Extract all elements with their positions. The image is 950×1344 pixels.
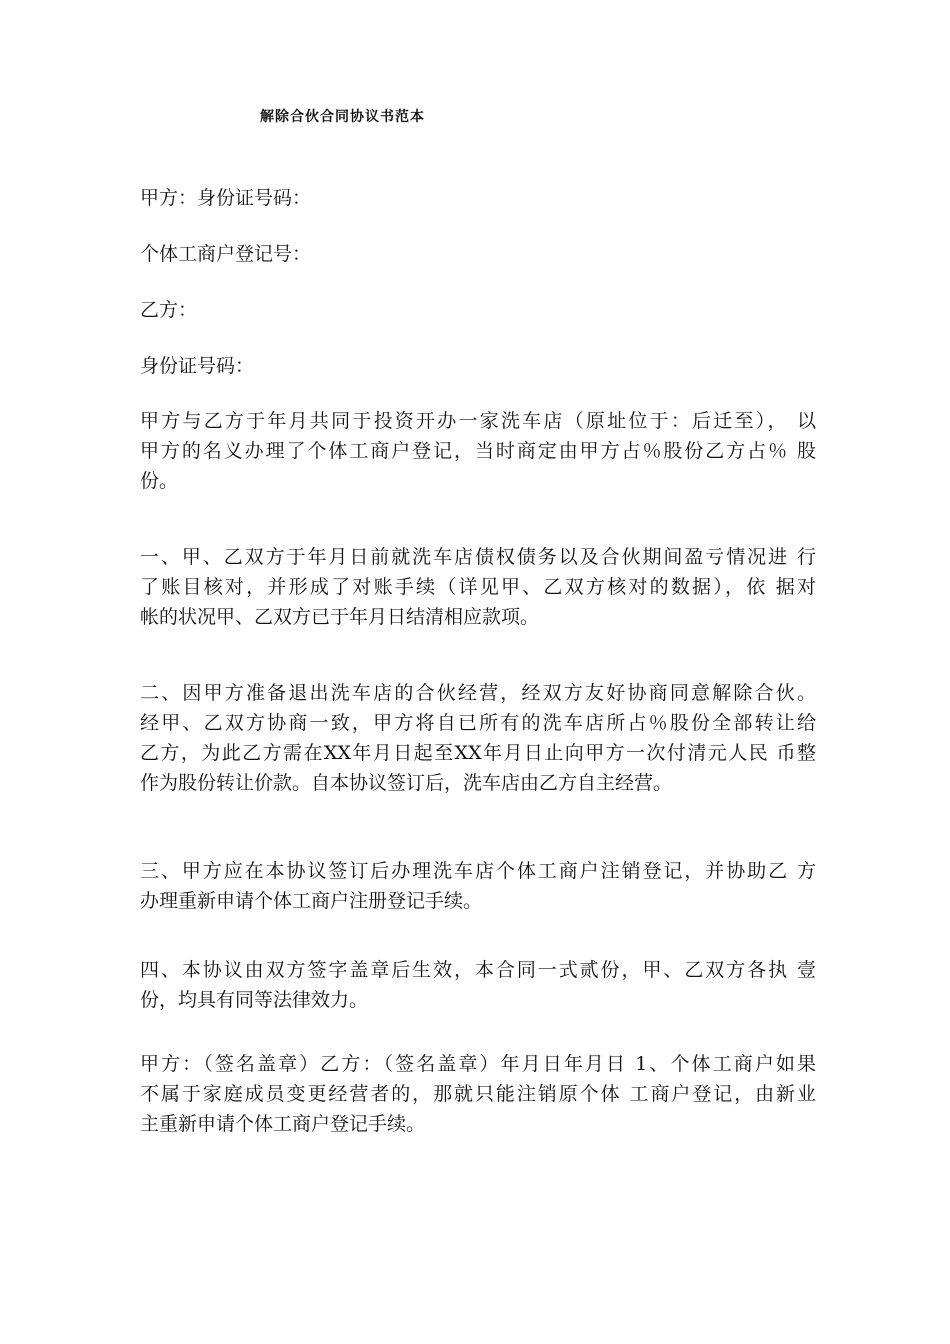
paragraph-line: 份，均具有同等法律效力。 [140,989,369,1011]
paragraph-line: 作为股份转让价款。自本协议签订后，洗车店由乙方自主经营。 [140,772,673,794]
paragraph-line: 份。 [140,470,179,492]
party-a-id-line: 甲方：身份证号码： [140,187,312,209]
paragraph-line: 乙方，为此乙方需在XX年月日起至XX年月日止向甲方一次付清元人民 币整 [140,742,816,764]
document-title: 解除合伙合同协议书范本 [260,109,425,125]
party-b-line: 乙方： [140,299,198,321]
paragraph-line: 三、甲方应在本协议签订后办理洗车店个体工商户注销登记，并协助乙 方 [140,860,816,882]
paragraph-line: 甲方：（签名盖章）乙方：（签名盖章）年月日年月日 1、个体工商户如果 [140,1053,816,1075]
paragraph-line: 主重新申请个体工商户登记手续。 [140,1113,426,1135]
paragraph-line: 一、甲、乙双方于年月日前就洗车店债权债务以及合伙期间盈亏情况进 行 [140,546,816,568]
paragraph-line: 了账目核对，并形成了对账手续（详见甲、乙双方核对的数据），依 据对 [140,576,816,598]
paragraph-clause-4 [140,957,816,1017]
paragraph-signature [140,1051,816,1141]
paragraph-line: 甲方的名义办理了个体工商户登记，当时商定由甲方占％股份乙方占％ 股 [140,440,816,462]
business-registration-line: 个体工商户登记号： [140,243,312,265]
paragraph-intro [140,408,816,498]
paragraph-line: 不属于家庭成员变更经营者的，那就只能注销原个体 工商户登记，由新业 [140,1083,816,1105]
paragraph-line: 四、本协议由双方签字盖章后生效，本合同一式贰份，甲、乙双方各执 壹 [140,959,816,981]
paragraph-line: 经甲、乙双方协商一致，甲方将自已所有的洗车店所占％股份全部转让给 [140,712,816,734]
paragraph-clause-2 [140,680,816,800]
paragraph-line: 二、因甲方准备退出洗车店的合伙经营，经双方友好协商同意解除合伙。 [140,682,816,704]
paragraph-clause-3 [140,858,816,918]
paragraph-line: 甲方与乙方于年月共同于投资开办一家洗车店（原址位于：后迁至）， 以 [140,410,816,432]
paragraph-line: 办理重新申请个体工商户注册登记手续。 [140,890,483,912]
paragraph-line: 帐的状况甲、乙双方已于年月日结清相应款项。 [140,606,540,628]
paragraph-clause-1 [140,544,816,634]
party-b-id-line: 身份证号码： [140,355,255,377]
